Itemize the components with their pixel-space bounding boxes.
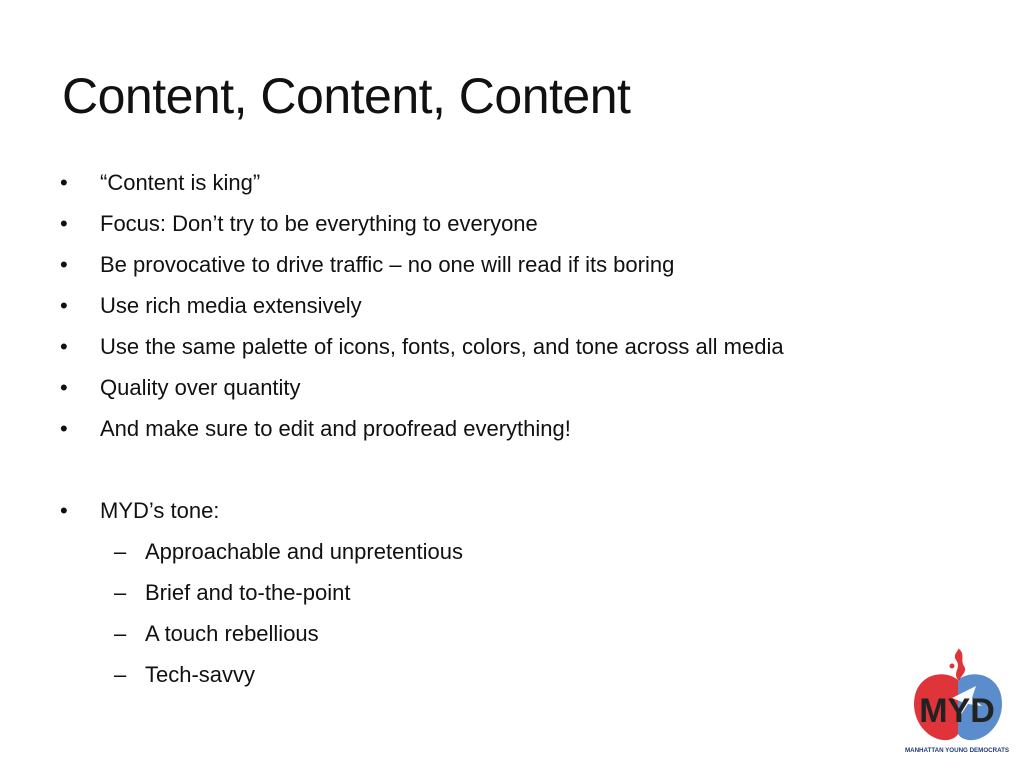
bullet-marker: • [60,375,68,400]
bullet-item [0,326,960,367]
bullet-item [0,162,960,203]
sub-bullet-item [0,654,960,695]
bullet-spacer [0,449,960,490]
sub-bullet-item [0,613,960,654]
bullet-marker: • [60,416,68,441]
slide-body [0,162,960,695]
bullet-item [0,244,960,285]
dash-marker: – [114,580,127,605]
bullet-marker: • [60,211,68,236]
bullet-text: Use the same palette of icons, fonts, colors, and tone across all media [100,334,784,359]
bullet-item [0,285,960,326]
bullet-text: “Content is king” [100,170,261,195]
slide-title: Content, Content, Content [62,68,631,124]
dash-marker: – [114,621,127,646]
dash-marker: – [114,662,127,687]
bullet-marker: • [60,170,68,195]
sub-bullet-item [0,572,960,613]
bullet-item [0,367,960,408]
logo-flame-shape [955,648,965,680]
bullet-text: And make sure to edit and proofread everything! [100,416,571,441]
bullet-marker: • [60,334,68,359]
logo-wordmark: MYD [919,692,995,730]
sub-bullet-text: Tech-savvy [145,662,256,687]
bullet-text: Use rich media extensively [100,293,362,318]
logo-tagline: MANHATTAN YOUNG DEMOCRATS [904,747,1010,754]
tone-heading-item [0,490,960,531]
dash-marker: – [114,539,127,564]
sub-bullet-text: Approachable and unpretentious [145,539,464,564]
bullet-item [0,203,960,244]
sub-bullet-item [0,531,960,572]
bullet-text: Quality over quantity [100,375,301,400]
bullet-text: Be provocative to drive traffic – no one will read if its boring [100,252,675,277]
myd-logo [902,646,1012,758]
bullet-text: Focus: Don’t try to be everything to everyone [100,211,538,236]
bullet-marker: • [60,498,68,523]
sub-bullet-text: Brief and to-the-point [145,580,351,605]
sub-bullet-text: A touch rebellious [145,621,319,646]
tone-heading: MYD’s tone: [100,498,220,523]
bullet-marker: • [60,252,68,277]
bullet-marker: • [60,293,68,318]
bullet-item [0,408,960,449]
